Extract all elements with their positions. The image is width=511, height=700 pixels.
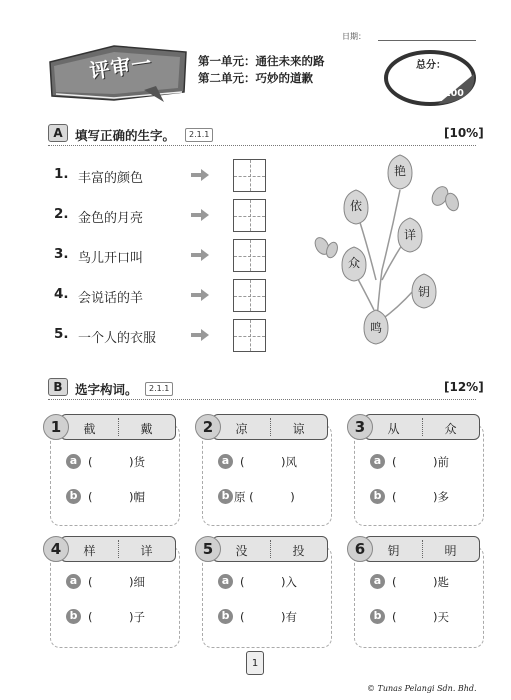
page-number: 1 (246, 651, 264, 675)
date-label: 日期： (342, 32, 366, 41)
card-6-choices (364, 536, 480, 562)
flower-char-5: 钥 (417, 285, 430, 299)
card-6-choice-1[interactable]: 钥 (387, 544, 400, 558)
card-6-choice-2[interactable]: 明 (444, 544, 457, 558)
question-4-number: 4. (54, 286, 69, 302)
option-b-icon: b (218, 609, 233, 624)
card-5-number: 5 (195, 536, 221, 562)
option-b-icon: b (370, 489, 385, 504)
card-4-choices (60, 536, 176, 562)
question-3-number: 3. (54, 246, 69, 262)
card-5-option-a[interactable]: ( )入 (240, 575, 298, 589)
badge-title: 评审一 (88, 50, 154, 84)
question-5-text: 一个人的衣服 (78, 331, 157, 346)
flower-char-2: 依 (349, 199, 362, 213)
flower-illustration (312, 150, 472, 350)
option-a-icon: a (218, 454, 233, 469)
flower-char-3: 详 (403, 228, 416, 242)
question-5-number: 5. (54, 326, 69, 342)
answer-box-5[interactable] (233, 319, 266, 352)
card-4-choice-1[interactable]: 样 (83, 544, 96, 558)
card-5-choice-1[interactable]: 没 (235, 544, 248, 558)
section-b-percent: [12%] (444, 380, 484, 394)
card-1-choice-1[interactable]: 截 (83, 422, 96, 436)
question-1-text: 丰富的颜色 (78, 171, 144, 186)
card-1-option-b[interactable]: ( )帽 (88, 490, 146, 504)
unit2-title: 第二单元：巧妙的道歉 (198, 71, 313, 85)
section-b-code: 2.1.1 (145, 382, 173, 396)
card-6-option-b[interactable]: ( )天 (392, 610, 450, 624)
card-5-option-b[interactable]: ( )有 (240, 610, 298, 624)
card-4-option-b[interactable]: ( )子 (88, 610, 146, 624)
card-2-number: 2 (195, 414, 221, 440)
option-a-icon: a (370, 454, 385, 469)
answer-box-3[interactable] (233, 239, 266, 272)
card-5-choice-2[interactable]: 投 (292, 544, 305, 558)
card-1-choices (60, 414, 176, 440)
flower-char-4: 众 (347, 256, 360, 270)
answer-box-4[interactable] (233, 279, 266, 312)
flower-char-6: 鸣 (369, 321, 382, 335)
card-5-choices (212, 536, 328, 562)
question-2-text: 金色的月亮 (78, 211, 144, 226)
card-1-number: 1 (43, 414, 69, 440)
card-6-option-a[interactable]: ( )匙 (392, 575, 450, 589)
card-4-option-a[interactable]: ( )细 (88, 575, 146, 589)
section-b-title: 选字构词。 (75, 382, 138, 397)
option-b-icon: b (66, 489, 81, 504)
flower-char-1: 艳 (393, 164, 406, 178)
card-3-option-a[interactable]: ( )前 (392, 455, 450, 469)
score-max: 100 (444, 88, 464, 99)
card-2-choice-2[interactable]: 谅 (292, 422, 305, 436)
section-b-badge: B (48, 378, 68, 396)
section-a-percent: [10%] (444, 126, 484, 140)
copyright: © Tunas Pelangi Sdn. Bhd. (367, 684, 477, 693)
card-1-choice-2[interactable]: 戴 (140, 422, 153, 436)
section-a-title: 填写正确的生字。 (75, 128, 176, 143)
option-b-icon: b (66, 609, 81, 624)
section-b-divider (48, 399, 476, 400)
card-4-number: 4 (43, 536, 69, 562)
section-a-code: 2.1.1 (185, 128, 213, 142)
option-a-icon: a (370, 574, 385, 589)
answer-box-2[interactable] (233, 199, 266, 232)
date-line (378, 40, 476, 41)
score-label: 总分： (416, 60, 446, 71)
unit1-title: 第一单元：通往未来的路 (198, 54, 325, 68)
option-a-icon: a (66, 574, 81, 589)
arrow-icon (190, 169, 210, 181)
card-2-choices (212, 414, 328, 440)
card-3-choice-1[interactable]: 从 (387, 422, 400, 436)
answer-box-1[interactable] (233, 159, 266, 192)
card-2-option-a[interactable]: ( )风 (240, 455, 298, 469)
card-3-number: 3 (347, 414, 373, 440)
arrow-icon (190, 249, 210, 261)
question-2-number: 2. (54, 206, 69, 222)
card-2-choice-1[interactable]: 凉 (235, 422, 248, 436)
card-3-choices (364, 414, 480, 440)
card-4-choice-2[interactable]: 详 (140, 544, 153, 558)
card-3-option-b[interactable]: ( )多 (392, 490, 450, 504)
question-3-text: 鸟儿开口叫 (78, 251, 144, 266)
arrow-icon (190, 209, 210, 221)
option-a-icon: a (66, 454, 81, 469)
option-b-icon: b (218, 489, 233, 504)
unit-titles (198, 53, 325, 87)
question-4-text: 会说话的羊 (78, 291, 144, 306)
arrow-icon (190, 329, 210, 341)
card-2-option-b[interactable]: 原 ( ) (234, 490, 295, 504)
question-1-number: 1. (54, 166, 69, 182)
arrow-icon (190, 289, 210, 301)
section-a-divider (48, 145, 476, 146)
section-a-badge: A (48, 124, 68, 142)
option-a-icon: a (218, 574, 233, 589)
option-b-icon: b (370, 609, 385, 624)
card-1-option-a[interactable]: ( )货 (88, 455, 146, 469)
card-6-number: 6 (347, 536, 373, 562)
card-3-choice-2[interactable]: 众 (444, 422, 457, 436)
